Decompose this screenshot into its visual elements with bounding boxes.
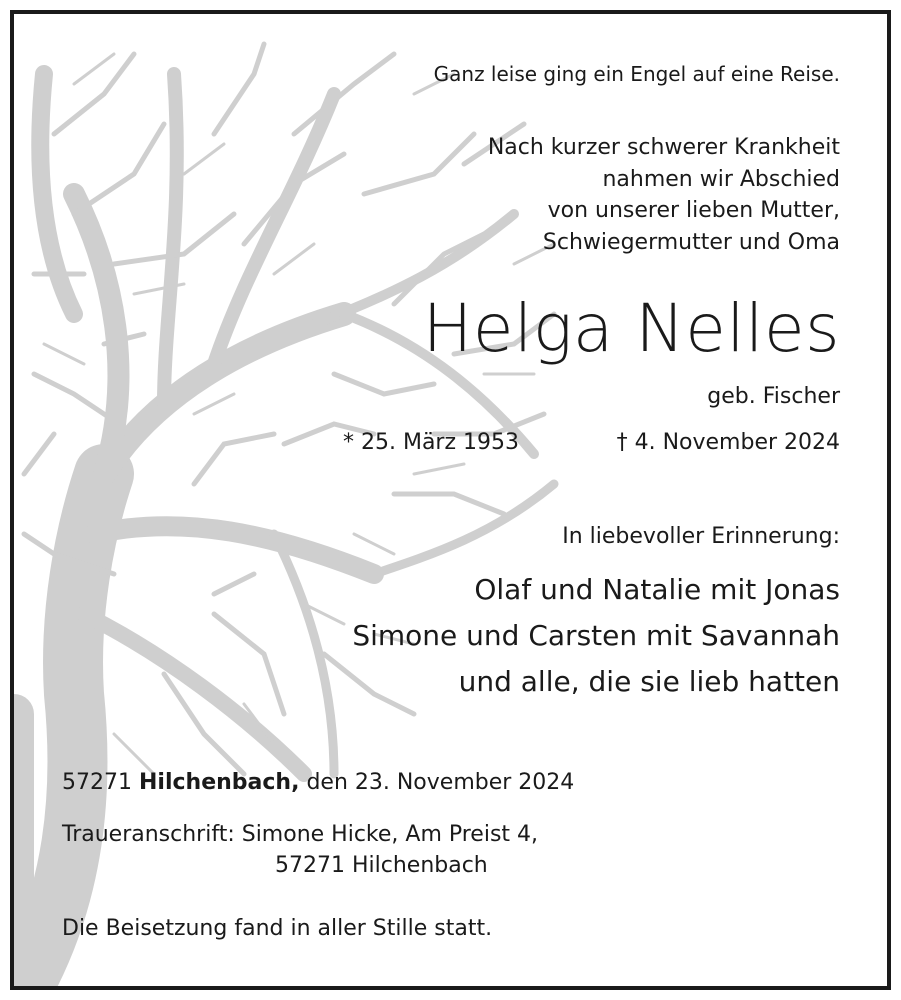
motto: Ganz leise ging ein Engel auf eine Reise. xyxy=(433,62,840,86)
zip-code: 57271 xyxy=(62,770,132,795)
intro-line: von unserer lieben Mutter, xyxy=(547,198,840,223)
intro-text xyxy=(488,132,840,258)
intro-line: Nach kurzer schwerer Krankheit xyxy=(487,135,840,160)
deceased-name: Helga Nelles xyxy=(422,290,840,367)
city: Hilchenbach, xyxy=(139,770,300,795)
birth-date: * 25. März 1953 xyxy=(342,430,519,455)
family-line: Simone und Carsten mit Savannah xyxy=(352,619,840,652)
memory-line: In liebevoller Erinnerung: xyxy=(562,524,840,549)
intro-line: nahmen wir Abschied xyxy=(602,166,840,192)
intro-line: Schwiegermutter und Oma xyxy=(542,229,840,255)
life-dates xyxy=(14,430,887,460)
place-date-line xyxy=(62,770,574,795)
birth-name: geb. Fischer xyxy=(707,384,840,409)
burial-note: Die Beisetzung fand in aller Stille statt. xyxy=(62,916,493,941)
family-line: und alle, die sie lieb hatten xyxy=(458,665,840,698)
publication-date: den 23. November 2024 xyxy=(306,770,575,795)
mourning-address-line2: 57271 Hilchenbach xyxy=(275,853,488,878)
obituary-frame xyxy=(10,10,891,990)
family-line: Olaf und Natalie mit Jonas xyxy=(474,573,840,606)
mourning-address: Traueranschrift: Simone Hicke, Am Preist 4, xyxy=(62,822,539,847)
death-date: † 4. November 2024 xyxy=(616,430,840,455)
